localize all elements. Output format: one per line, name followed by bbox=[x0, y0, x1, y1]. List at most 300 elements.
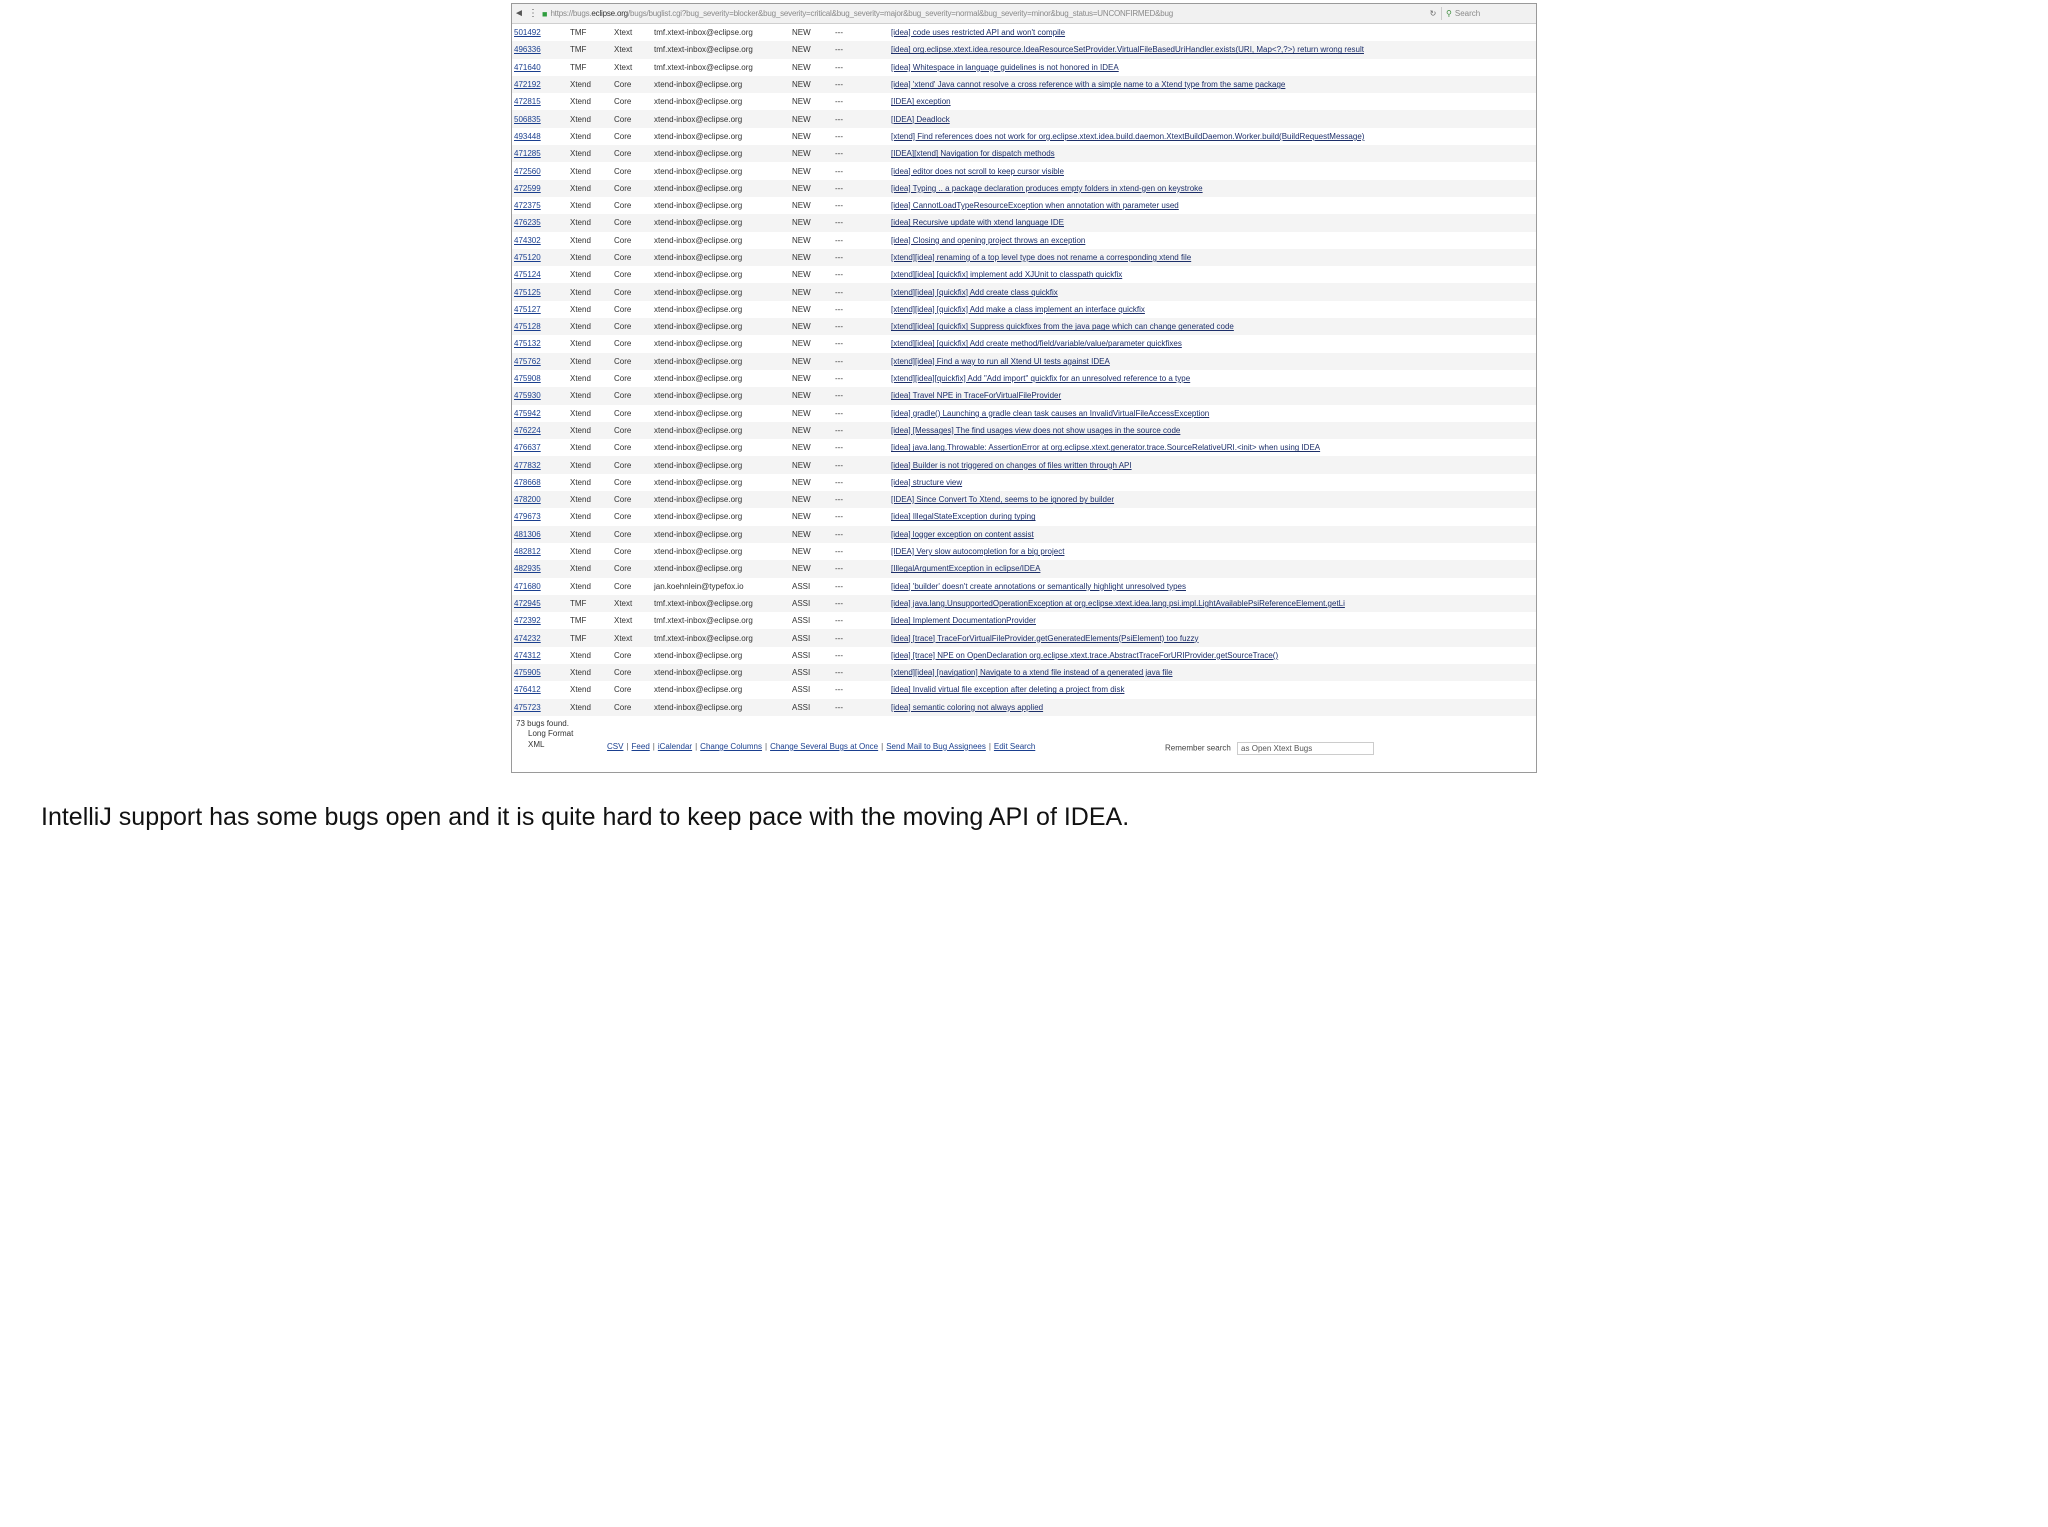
bug-resolution: --- bbox=[835, 477, 843, 487]
bug-summary-link[interactable]: [idea] [trace] NPE on OpenDeclaration org.eclipse.xtext.trace.AbstractTraceForURIProvider.getSourceTrace() bbox=[891, 650, 1279, 660]
bug-id-link[interactable]: 475124 bbox=[514, 270, 541, 280]
bug-product: Xtend bbox=[570, 201, 591, 211]
bug-id-link[interactable]: 496336 bbox=[514, 45, 541, 55]
bug-id-link[interactable]: 472945 bbox=[514, 598, 541, 608]
bug-id-cell[interactable] bbox=[512, 162, 568, 179]
bug-summary-link[interactable]: [idea] code uses restricted API and won't compile bbox=[891, 28, 1066, 38]
bug-assignee: xtend-inbox@eclipse.org bbox=[652, 699, 790, 716]
footer-link-icalendar[interactable]: iCalendar bbox=[657, 741, 693, 751]
bug-summary-cell[interactable] bbox=[889, 612, 1536, 629]
bug-summary-cell[interactable] bbox=[889, 474, 1536, 491]
bug-resolution: --- bbox=[833, 180, 889, 197]
bug-summary-cell[interactable] bbox=[889, 387, 1536, 404]
bug-row[interactable] bbox=[512, 93, 1536, 110]
bug-summary-cell[interactable] bbox=[889, 266, 1536, 283]
remember-search bbox=[1165, 742, 1374, 755]
bug-status: NEW bbox=[792, 547, 811, 557]
footer-link-change-columns[interactable]: Change Columns bbox=[700, 741, 762, 751]
bug-row[interactable] bbox=[512, 249, 1536, 266]
bug-id-cell[interactable] bbox=[512, 491, 568, 508]
bug-id-cell[interactable] bbox=[512, 508, 568, 525]
bug-product: Xtend bbox=[568, 491, 612, 508]
bug-id-cell[interactable] bbox=[512, 526, 568, 543]
remember-search-input[interactable] bbox=[1237, 742, 1374, 755]
bug-summary-cell[interactable] bbox=[889, 370, 1536, 387]
bug-resolution: --- bbox=[833, 249, 889, 266]
bug-summary-link[interactable]: [idea] gradle() Launching a gradle clean task causes an InvalidVirtualFileAccessException bbox=[891, 408, 1210, 418]
bug-id-cell[interactable] bbox=[512, 422, 568, 439]
bug-summary-link[interactable]: [xtend][idea] [quickfix] Add make a class implement an interface quickfix bbox=[891, 304, 1145, 314]
bug-summary-link[interactable]: [idea] [trace] TraceForVirtualFileProvider.getGeneratedElements(PsiElement) too fuzzy bbox=[891, 633, 1199, 643]
bug-id-link[interactable]: 471680 bbox=[514, 581, 541, 591]
bug-summary-link[interactable]: [xtend][idea] Find a way to run all Xtend UI tests against IDEA bbox=[891, 356, 1110, 366]
bug-id-link[interactable]: 501492 bbox=[514, 28, 541, 38]
bug-id-cell[interactable] bbox=[512, 629, 568, 646]
bug-summary-cell[interactable] bbox=[889, 560, 1536, 577]
bug-id-link[interactable]: 472375 bbox=[514, 201, 541, 211]
bug-summary-cell[interactable] bbox=[889, 318, 1536, 335]
bug-id-cell[interactable] bbox=[512, 578, 568, 595]
bug-id-cell[interactable] bbox=[512, 405, 568, 422]
bug-status: NEW bbox=[790, 526, 833, 543]
bug-component: Xtext bbox=[612, 41, 652, 58]
bug-summary-link[interactable]: [idea] Closing and opening project throws an exception bbox=[891, 235, 1086, 245]
bug-resolution: --- bbox=[833, 283, 889, 300]
bug-id-link[interactable]: 472392 bbox=[514, 616, 541, 626]
bug-summary-link[interactable]: [idea] editor does not scroll to keep cursor visible bbox=[891, 166, 1064, 176]
bug-assignee: xtend-inbox@eclipse.org bbox=[654, 166, 743, 176]
bug-summary-link[interactable]: [idea] Invalid virtual file exception after deleting a project from disk bbox=[891, 685, 1125, 695]
bug-row[interactable] bbox=[512, 578, 1536, 595]
bug-assignee: xtend-inbox@eclipse.org bbox=[652, 491, 790, 508]
bug-row[interactable] bbox=[512, 128, 1536, 145]
bug-component: Core bbox=[614, 581, 632, 591]
bug-status: NEW bbox=[790, 387, 833, 404]
bug-id-link[interactable]: 475942 bbox=[514, 408, 541, 418]
bug-status: NEW bbox=[790, 456, 833, 473]
bug-summary-link[interactable]: [idea] [Messages] The find usages view does not show usages in the source code bbox=[891, 425, 1181, 435]
bug-id-cell[interactable] bbox=[512, 249, 568, 266]
bug-id-link[interactable]: 474232 bbox=[514, 633, 541, 643]
bug-assignee: tmf.xtext-inbox@eclipse.org bbox=[654, 62, 753, 72]
bug-row[interactable] bbox=[512, 180, 1536, 197]
bug-id-link[interactable]: 481306 bbox=[514, 529, 541, 539]
bug-id-cell[interactable] bbox=[512, 474, 568, 491]
bug-product: Xtend bbox=[568, 387, 612, 404]
bug-id-link[interactable]: 506835 bbox=[514, 114, 541, 124]
bug-row[interactable] bbox=[512, 508, 1536, 525]
bug-summary-cell[interactable] bbox=[889, 491, 1536, 508]
bug-summary-cell[interactable] bbox=[889, 335, 1536, 352]
bug-row[interactable] bbox=[512, 335, 1536, 352]
bug-summary-link[interactable]: [idea] Builder is not triggered on changes of files written through API bbox=[891, 460, 1132, 470]
bug-id-cell[interactable] bbox=[512, 214, 568, 231]
bug-row[interactable] bbox=[512, 699, 1536, 716]
bug-summary-cell[interactable] bbox=[889, 301, 1536, 318]
bug-summary-cell[interactable] bbox=[889, 24, 1536, 41]
bug-id-cell[interactable] bbox=[512, 335, 568, 352]
link-separator: | bbox=[881, 741, 884, 751]
bug-id-cell[interactable] bbox=[512, 93, 568, 110]
bug-id-cell[interactable] bbox=[512, 318, 568, 335]
bug-row[interactable] bbox=[512, 387, 1536, 404]
bug-row[interactable] bbox=[512, 162, 1536, 179]
bug-summary-cell[interactable] bbox=[889, 110, 1536, 127]
bug-id-link[interactable]: 475908 bbox=[514, 374, 541, 384]
bug-resolution: --- bbox=[835, 131, 843, 141]
bug-row[interactable] bbox=[512, 543, 1536, 560]
bug-row[interactable] bbox=[512, 439, 1536, 456]
bug-summary-cell[interactable] bbox=[889, 647, 1536, 664]
bug-summary-link[interactable]: [xtend][idea] [quickfix] implement add XJUnit to classpath quickfix bbox=[891, 270, 1123, 280]
bug-id-cell[interactable] bbox=[512, 681, 568, 698]
bug-summary-link[interactable]: [xtend][idea] [quickfix] Add create method/field/variable/value/parameter quickfixes bbox=[891, 339, 1182, 349]
bug-id-link[interactable]: 475762 bbox=[514, 356, 541, 366]
bug-status: ASSI bbox=[790, 699, 833, 716]
bug-id-cell[interactable] bbox=[512, 647, 568, 664]
bug-summary-cell[interactable] bbox=[889, 595, 1536, 612]
bug-assignee: tmf.xtext-inbox@eclipse.org bbox=[652, 41, 790, 58]
bug-summary-link[interactable]: [xtend][idea] [navigation] Navigate to a xtend file instead of a generated java file bbox=[891, 668, 1173, 678]
bug-summary-link[interactable]: [idea] Travel NPE in TraceForVirtualFileProvider bbox=[891, 391, 1062, 401]
bug-component: Core bbox=[612, 699, 652, 716]
bug-row[interactable] bbox=[512, 664, 1536, 681]
bug-id-cell[interactable] bbox=[512, 560, 568, 577]
bug-row[interactable] bbox=[512, 353, 1536, 370]
bug-id-link[interactable]: 475905 bbox=[514, 668, 541, 678]
bug-row[interactable] bbox=[512, 197, 1536, 214]
bug-component: Core bbox=[612, 491, 652, 508]
bug-row[interactable] bbox=[512, 456, 1536, 473]
bug-id-link[interactable]: 476637 bbox=[514, 443, 541, 453]
bug-summary-cell[interactable] bbox=[889, 59, 1536, 76]
page-info-icon[interactable]: ⋮ bbox=[528, 8, 538, 19]
bug-table bbox=[512, 24, 1536, 716]
bug-product: TMF bbox=[568, 41, 612, 58]
bug-status: ASSI bbox=[792, 685, 811, 695]
bug-summary-link[interactable]: [idea] java.lang.Throwable: AssertionError at org.eclipse.xtext.generator.trace.SourceRelativeURI.<init> when using IDEA bbox=[891, 443, 1321, 453]
bug-row[interactable] bbox=[512, 110, 1536, 127]
bug-id-link[interactable]: 472815 bbox=[514, 97, 541, 107]
footer-link-send-mail-to-bug-assignees[interactable]: Send Mail to Bug Assignees bbox=[886, 741, 986, 751]
bug-status: ASSI bbox=[792, 616, 811, 626]
bug-product: Xtend bbox=[568, 422, 612, 439]
bug-summary-cell[interactable] bbox=[889, 93, 1536, 110]
bug-id-link[interactable]: 479673 bbox=[514, 512, 541, 522]
back-arrow-icon[interactable]: ◄ bbox=[514, 8, 524, 19]
bug-row[interactable] bbox=[512, 405, 1536, 422]
bug-status: NEW bbox=[790, 180, 833, 197]
bug-resolution: --- bbox=[833, 318, 889, 335]
bug-summary-link[interactable]: [idea] 'xtend' Java cannot resolve a cross reference with a simple name to a Xtend type from the same package bbox=[891, 80, 1286, 90]
bug-summary-link[interactable]: [idea] Recursive update with xtend language IDE bbox=[891, 218, 1064, 228]
bug-id-link[interactable]: 475930 bbox=[514, 391, 541, 401]
bug-resolution: --- bbox=[835, 28, 843, 38]
bug-summary-cell[interactable] bbox=[889, 283, 1536, 300]
bug-product: TMF bbox=[570, 616, 587, 626]
bug-id-link[interactable]: 482812 bbox=[514, 547, 541, 557]
bug-id-cell[interactable] bbox=[512, 110, 568, 127]
bug-summary-cell[interactable] bbox=[889, 162, 1536, 179]
bug-summary-link[interactable]: [xtend][idea] renaming of a top level type does not rename a corresponding xtend file bbox=[891, 253, 1192, 262]
bug-assignee: xtend-inbox@eclipse.org bbox=[652, 526, 790, 543]
bug-assignee: xtend-inbox@eclipse.org bbox=[654, 97, 743, 107]
bug-id-cell[interactable] bbox=[512, 456, 568, 473]
bug-row[interactable] bbox=[512, 59, 1536, 76]
bug-row[interactable] bbox=[512, 647, 1536, 664]
bug-summary-link[interactable]: [idea] java.lang.UnsupportedOperationException at org.eclipse.xtext.idea.lang.psi.impl.LightAvailablePsiReferenceElement.getLi bbox=[891, 598, 1345, 608]
bug-id-cell[interactable] bbox=[512, 197, 568, 214]
bug-status: ASSI bbox=[792, 581, 811, 591]
bug-id-link[interactable]: 472192 bbox=[514, 80, 541, 90]
browser-url-bar[interactable] bbox=[512, 4, 1536, 24]
bug-resolution: --- bbox=[835, 304, 843, 314]
bug-product: Xtend bbox=[568, 249, 612, 266]
bug-assignee: jan.koehnlein@typefox.io bbox=[654, 581, 744, 591]
bug-id-link[interactable]: 476235 bbox=[514, 218, 541, 228]
bug-status: ASSI bbox=[792, 650, 811, 660]
bug-row[interactable] bbox=[512, 370, 1536, 387]
link-separator: | bbox=[695, 741, 698, 751]
bug-summary-link[interactable]: [IDEA] Deadlock bbox=[891, 114, 950, 124]
bug-row[interactable] bbox=[512, 24, 1536, 41]
bug-id-link[interactable]: 478200 bbox=[514, 495, 541, 505]
bug-assignee: xtend-inbox@eclipse.org bbox=[652, 664, 790, 681]
bug-summary-link[interactable]: [idea] structure view bbox=[891, 477, 963, 487]
bug-summary-link[interactable]: [IDEA] Since Convert To Xtend, seems to be ignored by builder bbox=[891, 495, 1115, 505]
bug-row[interactable] bbox=[512, 595, 1536, 612]
bug-resolution: --- bbox=[835, 374, 843, 384]
bug-summary-cell[interactable] bbox=[889, 197, 1536, 214]
bug-summary-link[interactable]: [xtend][idea] [quickfix] Suppress quickfixes from the java page which can change generated code bbox=[891, 322, 1234, 332]
bug-summary-link[interactable]: [xtend][idea] [quickfix] Add create class quickfix bbox=[891, 287, 1058, 297]
bug-summary-link[interactable]: [IDEA][xtend] Navigation for dispatch methods bbox=[891, 149, 1055, 159]
bug-row[interactable] bbox=[512, 474, 1536, 491]
bug-summary-cell[interactable] bbox=[889, 422, 1536, 439]
bug-summary-link[interactable]: [xtend] Find references does not work for org.eclipse.xtext.idea.build.daemon.XtextBuildDaemon.Worker.build(BuildRequestMessage) bbox=[891, 131, 1365, 141]
bug-summary-cell[interactable] bbox=[889, 543, 1536, 560]
bug-row[interactable] bbox=[512, 318, 1536, 335]
bug-summary-cell[interactable] bbox=[889, 699, 1536, 716]
xml-format-button[interactable]: XML bbox=[528, 739, 545, 749]
bug-component: Core bbox=[612, 110, 652, 127]
bug-id-link[interactable]: 475723 bbox=[514, 702, 541, 712]
bug-summary-cell[interactable] bbox=[889, 405, 1536, 422]
bug-summary-link[interactable]: [idea] org.eclipse.xtext.idea.resource.IdeaResourceSetProvider.VirtualFileBasedUriHandler.exists(URI, Map<?,?>) return wrong result bbox=[891, 45, 1364, 55]
bug-id-link[interactable]: 475128 bbox=[514, 322, 541, 332]
bug-summary-link[interactable]: [idea] 'builder' doesn't create annotations or semantically highlight unresolved types bbox=[891, 581, 1186, 591]
bug-row[interactable] bbox=[512, 491, 1536, 508]
bug-row[interactable] bbox=[512, 41, 1536, 58]
bug-summary-link[interactable]: [idea] IllegalStateException during typing bbox=[891, 512, 1036, 522]
bug-id-link[interactable]: 482935 bbox=[514, 564, 541, 574]
bug-id-link[interactable]: 475120 bbox=[514, 253, 541, 262]
bug-resolution: --- bbox=[835, 270, 843, 280]
footer-link-change-several-bugs-at-once[interactable]: Change Several Bugs at Once bbox=[770, 741, 879, 751]
browser-search-box[interactable]: ⚲ Search bbox=[1441, 7, 1536, 20]
bug-component: Core bbox=[614, 201, 632, 211]
bug-product: Xtend bbox=[570, 131, 591, 141]
bug-row[interactable] bbox=[512, 681, 1536, 698]
bug-resolution: --- bbox=[835, 547, 843, 557]
bug-id-link[interactable]: 475127 bbox=[514, 304, 541, 314]
bug-id-cell[interactable] bbox=[512, 439, 568, 456]
bug-product: Xtend bbox=[570, 685, 591, 695]
bug-summary-link[interactable]: [idea] logger exception on content assist bbox=[891, 529, 1034, 539]
bug-id-cell[interactable] bbox=[512, 76, 568, 93]
bug-row[interactable] bbox=[512, 612, 1536, 629]
bug-summary-link[interactable]: [idea] Implement DocumentationProvider bbox=[891, 616, 1036, 626]
bug-resolution: --- bbox=[833, 456, 889, 473]
bug-component: Xtext bbox=[614, 62, 633, 72]
bug-summary-cell[interactable] bbox=[889, 214, 1536, 231]
bug-row[interactable] bbox=[512, 560, 1536, 577]
bug-summary-cell[interactable] bbox=[889, 578, 1536, 595]
footer-link-feed[interactable]: Feed bbox=[631, 741, 650, 751]
bug-summary-cell[interactable] bbox=[889, 145, 1536, 162]
bug-assignee: xtend-inbox@eclipse.org bbox=[654, 477, 743, 487]
bug-id-cell[interactable] bbox=[512, 145, 568, 162]
bug-product: Xtend bbox=[570, 235, 591, 245]
bug-resolution: --- bbox=[833, 76, 889, 93]
bug-id-cell[interactable] bbox=[512, 232, 568, 249]
bug-summary-cell[interactable] bbox=[889, 526, 1536, 543]
bug-status: NEW bbox=[792, 477, 811, 487]
bug-id-cell[interactable] bbox=[512, 180, 568, 197]
bug-summary-cell[interactable] bbox=[889, 249, 1536, 266]
bug-summary-cell[interactable] bbox=[889, 439, 1536, 456]
bug-status: NEW bbox=[792, 339, 811, 349]
bug-row[interactable] bbox=[512, 301, 1536, 318]
url-text[interactable]: https://bugs.eclipse.org/bugs/buglist.cgi?bug_severity=blocker&bug_severity=critical&bug_severity=major&bug_severity=normal&bug_severity=minor&bug_status=UNCONFIRMED&bug bbox=[550, 9, 1173, 18]
footer-link-edit-search[interactable]: Edit Search bbox=[993, 741, 1036, 751]
bug-product: Xtend bbox=[570, 512, 591, 522]
bug-row[interactable] bbox=[512, 422, 1536, 439]
bug-id-cell[interactable] bbox=[512, 59, 568, 76]
bug-product: TMF bbox=[570, 28, 587, 38]
bug-component: Core bbox=[614, 443, 632, 453]
bug-assignee: tmf.xtext-inbox@eclipse.org bbox=[654, 616, 753, 626]
bug-resolution: --- bbox=[833, 629, 889, 646]
bug-row[interactable] bbox=[512, 283, 1536, 300]
bug-id-cell[interactable] bbox=[512, 41, 568, 58]
footer-link-csv[interactable]: CSV bbox=[607, 741, 624, 751]
bug-id-cell[interactable] bbox=[512, 595, 568, 612]
bug-product: Xtend bbox=[570, 97, 591, 107]
bug-id-link[interactable]: 475132 bbox=[514, 339, 541, 349]
bug-id-link[interactable]: 471640 bbox=[514, 62, 541, 72]
bug-id-cell[interactable] bbox=[512, 128, 568, 145]
bug-summary-cell[interactable] bbox=[889, 456, 1536, 473]
bug-resolution: --- bbox=[833, 145, 889, 162]
bug-id-link[interactable]: 477832 bbox=[514, 460, 541, 470]
link-separator: | bbox=[764, 741, 768, 751]
bug-row[interactable] bbox=[512, 214, 1536, 231]
bug-summary-link[interactable]: [idea] CannotLoadTypeResourceException when annotation with parameter used bbox=[891, 201, 1179, 211]
bug-summary-cell[interactable] bbox=[889, 508, 1536, 525]
bug-id-cell[interactable] bbox=[512, 387, 568, 404]
bug-resolution: --- bbox=[833, 110, 889, 127]
remember-as-label: as bbox=[1241, 743, 1250, 753]
bug-id-link[interactable]: 476412 bbox=[514, 685, 541, 695]
bug-status: NEW bbox=[790, 491, 833, 508]
bug-id-link[interactable]: 471285 bbox=[514, 149, 541, 159]
bug-row[interactable] bbox=[512, 629, 1536, 646]
bug-summary-link[interactable]: [idea] Typing .. a package declaration produces empty folders in xtend-gen on keystroke bbox=[891, 183, 1203, 193]
bug-status: NEW bbox=[792, 201, 811, 211]
bug-id-cell[interactable] bbox=[512, 664, 568, 681]
bug-summary-link[interactable]: [xtend][idea][quickfix] Add "Add import" quickfix for an unresolved reference to a type bbox=[891, 374, 1191, 384]
bug-row[interactable] bbox=[512, 145, 1536, 162]
bug-assignee: xtend-inbox@eclipse.org bbox=[652, 422, 790, 439]
link-separator: | bbox=[652, 741, 655, 751]
bug-summary-link[interactable]: [IllegalArgumentException in eclipse/IDEA bbox=[891, 564, 1041, 574]
bug-id-cell[interactable] bbox=[512, 612, 568, 629]
bug-summary-cell[interactable] bbox=[889, 41, 1536, 58]
bug-summary-cell[interactable] bbox=[889, 180, 1536, 197]
bug-component: Core bbox=[612, 76, 652, 93]
bug-id-link[interactable]: 474302 bbox=[514, 235, 541, 245]
bug-id-link[interactable]: 472599 bbox=[514, 183, 541, 193]
bug-summary-link[interactable]: [idea] semantic coloring not always applied bbox=[891, 702, 1044, 712]
bug-summary-link[interactable]: [IDEA] exception bbox=[891, 97, 951, 107]
bug-id-link[interactable]: 474312 bbox=[514, 650, 541, 660]
bug-summary-cell[interactable] bbox=[889, 128, 1536, 145]
footer-links bbox=[607, 742, 1035, 751]
bug-summary-cell[interactable] bbox=[889, 232, 1536, 249]
bug-id-cell[interactable] bbox=[512, 699, 568, 716]
bug-summary-cell[interactable] bbox=[889, 76, 1536, 93]
bug-id-link[interactable]: 493448 bbox=[514, 131, 541, 141]
bug-assignee: xtend-inbox@eclipse.org bbox=[654, 201, 743, 211]
bug-id-cell[interactable] bbox=[512, 543, 568, 560]
bug-row[interactable] bbox=[512, 266, 1536, 283]
bug-id-link[interactable]: 472560 bbox=[514, 166, 541, 176]
bug-row[interactable] bbox=[512, 526, 1536, 543]
bug-id-cell[interactable] bbox=[512, 283, 568, 300]
bug-summary-cell[interactable] bbox=[889, 353, 1536, 370]
bug-id-link[interactable]: 475125 bbox=[514, 287, 541, 297]
bug-id-cell[interactable] bbox=[512, 370, 568, 387]
link-separator: | bbox=[626, 741, 629, 751]
reload-icon[interactable]: ↻ bbox=[1429, 9, 1437, 18]
long-format-button[interactable]: Long Format bbox=[528, 728, 574, 738]
bug-resolution: --- bbox=[835, 581, 843, 591]
bug-product: Xtend bbox=[570, 166, 591, 176]
bug-summary-cell[interactable] bbox=[889, 664, 1536, 681]
bug-component: Core bbox=[612, 249, 652, 266]
bug-status: NEW bbox=[790, 318, 833, 335]
bug-id-cell[interactable] bbox=[512, 266, 568, 283]
bug-component: Core bbox=[614, 685, 632, 695]
bug-summary-cell[interactable] bbox=[889, 629, 1536, 646]
bug-summary-cell[interactable] bbox=[889, 681, 1536, 698]
bug-row[interactable] bbox=[512, 232, 1536, 249]
bug-id-cell[interactable] bbox=[512, 24, 568, 41]
bug-id-link[interactable]: 476224 bbox=[514, 425, 541, 435]
bug-product: Xtend bbox=[570, 547, 591, 557]
bug-component: Core bbox=[612, 526, 652, 543]
bug-summary-link[interactable]: [idea] Whitespace in language guidelines is not honored in IDEA bbox=[891, 62, 1119, 72]
bug-row[interactable] bbox=[512, 76, 1536, 93]
bug-summary-link[interactable]: [IDEA] Very slow autocompletion for a big project bbox=[891, 547, 1065, 557]
bug-id-cell[interactable] bbox=[512, 353, 568, 370]
remember-search-label[interactable]: Remember search bbox=[1165, 743, 1231, 753]
bug-id-link[interactable]: 478668 bbox=[514, 477, 541, 487]
bug-id-cell[interactable] bbox=[512, 301, 568, 318]
bug-status: NEW bbox=[790, 41, 833, 58]
bug-status: NEW bbox=[792, 131, 811, 141]
